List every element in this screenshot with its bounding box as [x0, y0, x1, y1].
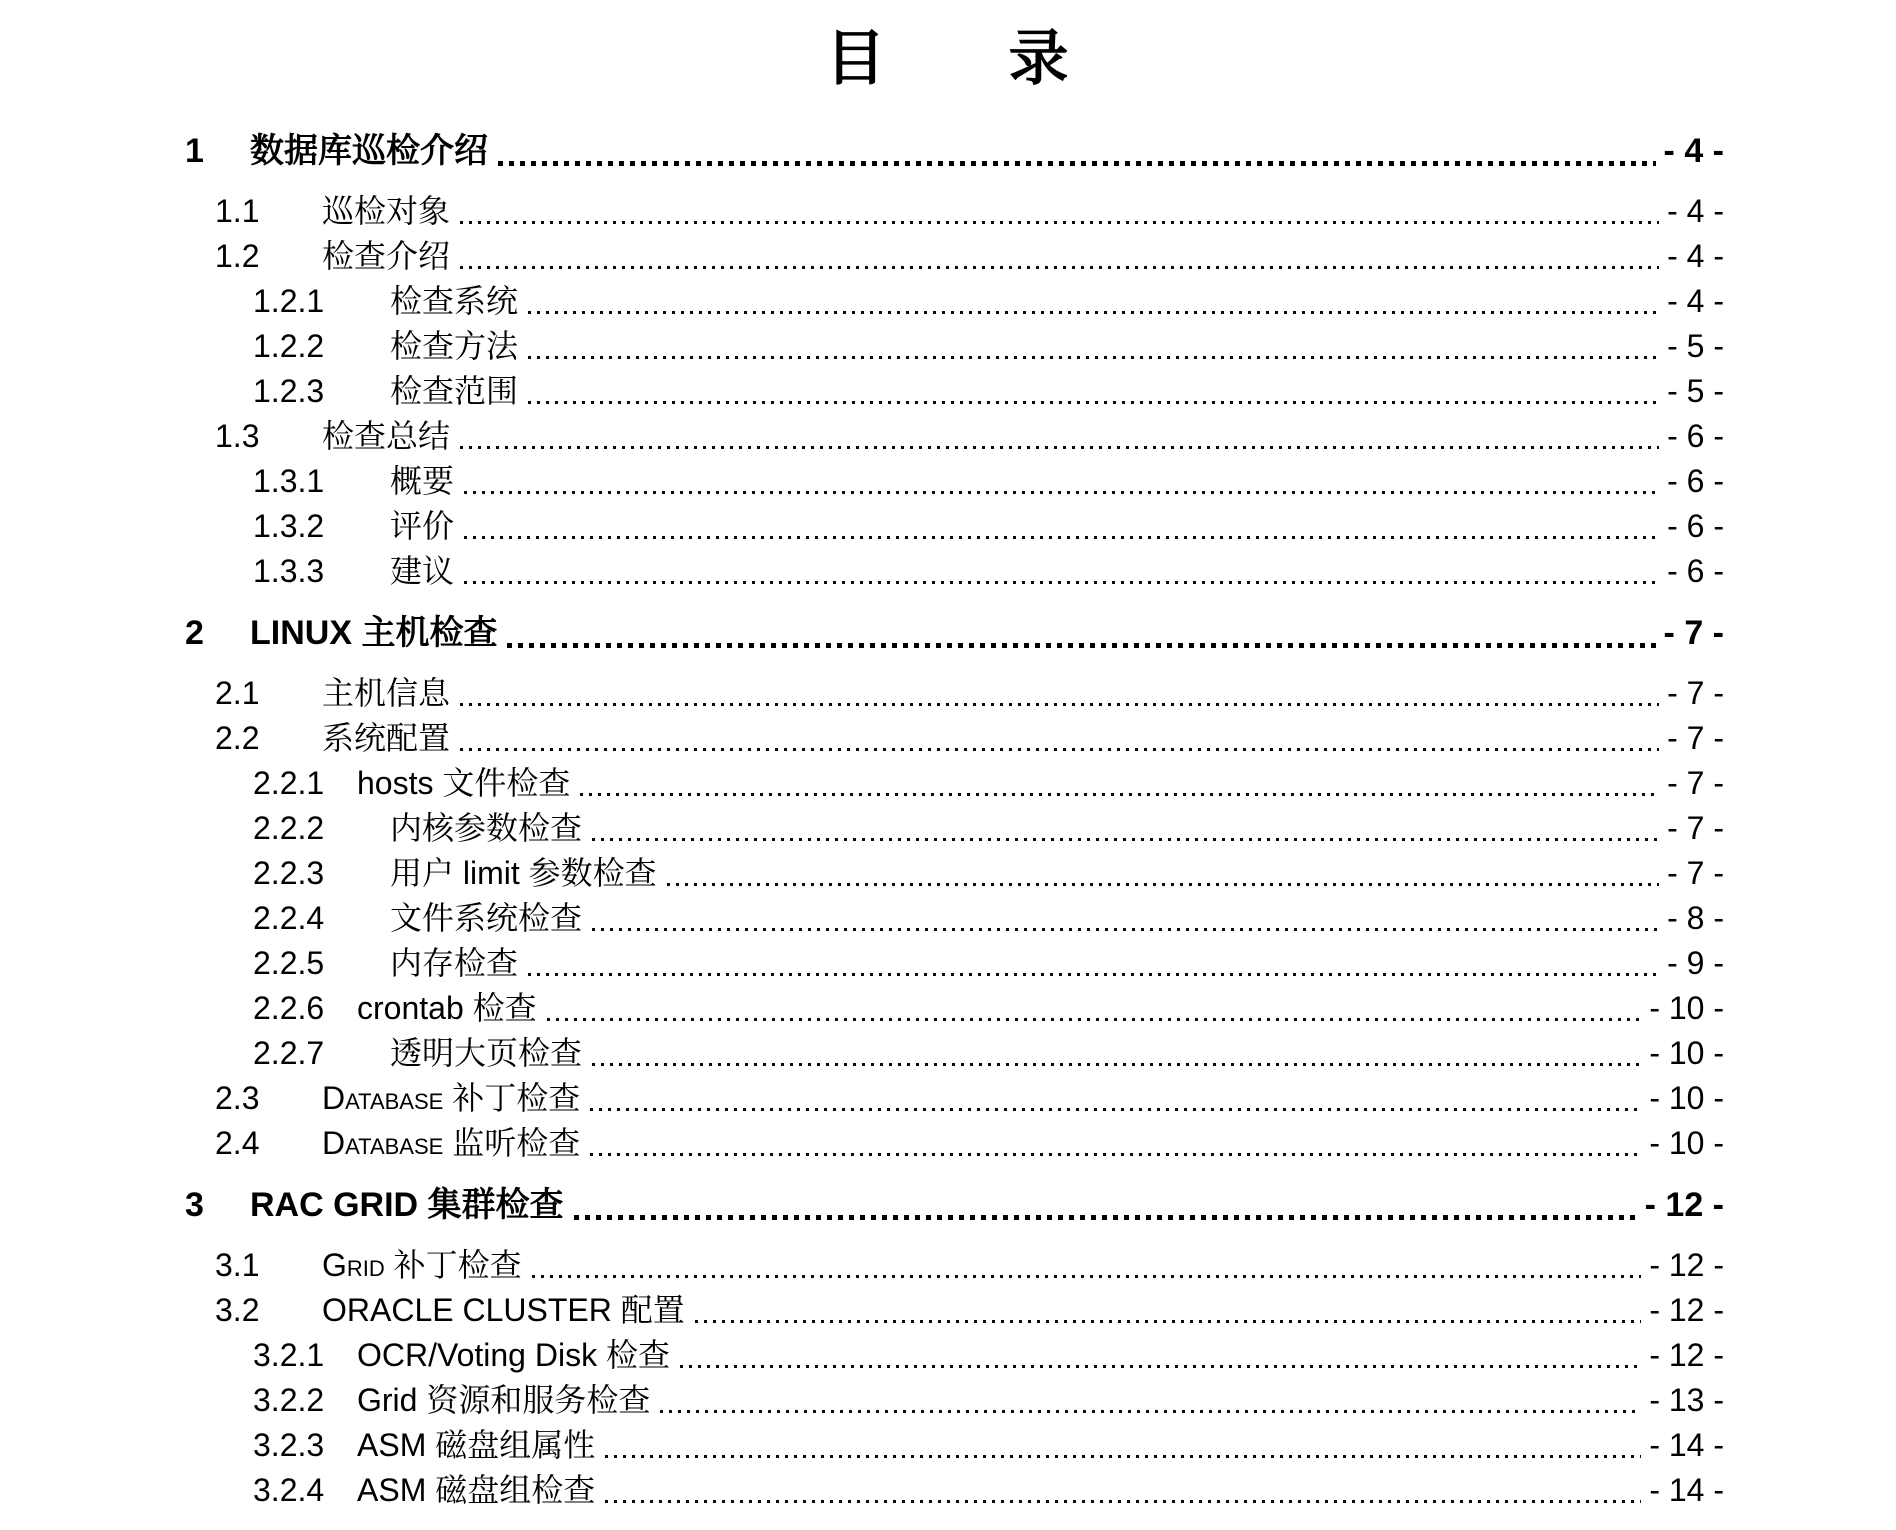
- toc-entry-page: - 14 -: [1649, 1472, 1724, 1508]
- toc-entry-page: - 4 -: [1667, 283, 1724, 319]
- toc-entry-number: 3: [185, 1186, 204, 1224]
- toc-entry-number: 2: [185, 614, 204, 652]
- toc-entry-number: 3.2.1: [253, 1337, 325, 1373]
- toc-dot-leader: [528, 356, 1659, 359]
- toc-entry-page: - 4 -: [1667, 193, 1724, 229]
- toc-entry[interactable]: [0, 459, 1896, 504]
- toc-dot-leader: [590, 1108, 1641, 1111]
- toc-dot-leader: [507, 643, 1655, 648]
- toc-entry[interactable]: [0, 324, 1896, 369]
- toc-entry-number: 3.2: [215, 1292, 260, 1328]
- toc-entry-page: - 7 -: [1667, 855, 1724, 891]
- toc-dot-leader: [528, 973, 1659, 976]
- toc-dot-leader: [547, 1018, 1642, 1021]
- toc-entry-page: - 10 -: [1649, 1035, 1724, 1071]
- toc-list: [0, 128, 1896, 1513]
- toc-entry-number: 2.3: [215, 1080, 260, 1116]
- toc-entry-title: 内存检查: [390, 945, 519, 981]
- toc-entry-number: 3.2.3: [253, 1427, 325, 1463]
- toc-dot-leader: [464, 581, 1659, 584]
- toc-entry-title: LINUX 主机检查: [250, 614, 498, 652]
- toc-entry-page: - 13 -: [1649, 1382, 1724, 1418]
- toc-entry-number: 1: [185, 132, 204, 170]
- toc-entry-number: 2.2.1: [253, 765, 325, 801]
- toc-entry[interactable]: [0, 234, 1896, 279]
- toc-dot-leader: [498, 161, 1656, 166]
- toc-entry[interactable]: [0, 504, 1896, 549]
- toc-entry-title: ASM 磁盘组检查: [357, 1472, 596, 1508]
- toc-entry[interactable]: [0, 414, 1896, 459]
- toc-dot-leader: [528, 311, 1659, 314]
- toc-entry-title: Database 补丁检查: [322, 1080, 581, 1116]
- toc-dot-leader: [464, 536, 1659, 539]
- toc-entry[interactable]: [0, 1378, 1896, 1423]
- toc-entry-number: 2.2: [215, 720, 260, 756]
- toc-entry[interactable]: [0, 941, 1896, 986]
- toc-entry[interactable]: [0, 761, 1896, 806]
- toc-entry-title: 概要: [390, 463, 455, 499]
- toc-dot-leader: [695, 1320, 1642, 1323]
- toc-entry[interactable]: [0, 1121, 1896, 1166]
- toc-entry[interactable]: [0, 986, 1896, 1031]
- toc-entry-page: - 7 -: [1667, 810, 1724, 846]
- toc-entry-title: Grid 补丁检查: [322, 1247, 522, 1283]
- toc-dot-leader: [532, 1275, 1642, 1278]
- toc-dot-leader: [592, 928, 1659, 931]
- toc-entry-title: 检查系统: [390, 283, 519, 319]
- toc-entry-page: - 7 -: [1667, 765, 1724, 801]
- toc-dot-leader: [605, 1455, 1641, 1458]
- toc-entry-page: - 7 -: [1667, 675, 1724, 711]
- toc-entry-title: 检查总结: [322, 418, 451, 454]
- toc-entry[interactable]: [0, 1423, 1896, 1468]
- toc-entry-title: 检查范围: [390, 373, 519, 409]
- toc-entry-page: - 12 -: [1649, 1292, 1724, 1328]
- toc-entry-number: 3.2.2: [253, 1382, 325, 1418]
- toc-entry-title: Grid 资源和服务检查: [357, 1382, 651, 1418]
- toc-entry-number: 1.2: [215, 238, 260, 274]
- toc-entry[interactable]: [0, 1243, 1896, 1288]
- toc-dot-leader: [605, 1500, 1641, 1503]
- toc-dot-leader: [590, 1153, 1641, 1156]
- toc-entry-number: 1.3.3: [253, 553, 325, 589]
- toc-entry-title: 文件系统检查: [390, 900, 583, 936]
- toc-entry-number: 3.1: [215, 1247, 260, 1283]
- toc-entry-page: - 6 -: [1667, 418, 1724, 454]
- toc-dot-leader: [464, 491, 1659, 494]
- toc-entry-title: 建议: [390, 553, 455, 589]
- toc-dot-leader: [680, 1365, 1641, 1368]
- toc-entry-title: 检查方法: [390, 328, 519, 364]
- toc-entry-title: 透明大页检查: [390, 1035, 583, 1071]
- toc-entry[interactable]: [0, 279, 1896, 324]
- toc-entry-number: 1.2.3: [253, 373, 325, 409]
- toc-entry-page: - 9 -: [1667, 945, 1724, 981]
- toc-entry-number: 1.3.2: [253, 508, 325, 544]
- toc-dot-leader: [592, 838, 1659, 841]
- toc-entry[interactable]: [0, 716, 1896, 761]
- toc-entry[interactable]: [0, 1076, 1896, 1121]
- toc-entry-page: - 6 -: [1667, 463, 1724, 499]
- toc-dot-leader: [667, 883, 1659, 886]
- toc-entry-number: 3.2.4: [253, 1472, 325, 1508]
- page-title: 目 录: [825, 26, 1071, 92]
- toc-entry[interactable]: [0, 610, 1896, 657]
- toc-dot-leader: [528, 401, 1659, 404]
- toc-entry-page: - 10 -: [1649, 1080, 1724, 1116]
- toc-entry-number: 1.2.1: [253, 283, 325, 319]
- toc-dot-leader: [460, 703, 1659, 706]
- toc-entry-number: 2.2.5: [253, 945, 325, 981]
- toc-entry-title: 评价: [390, 508, 455, 544]
- toc-entry[interactable]: [0, 671, 1896, 716]
- toc-entry-page: - 14 -: [1649, 1427, 1724, 1463]
- toc-entry-page: - 7 -: [1667, 720, 1724, 756]
- toc-entry-page: - 5 -: [1667, 373, 1724, 409]
- toc-entry-title: RAC GRID 集群检查: [250, 1186, 564, 1224]
- toc-entry-number: 2.2.4: [253, 900, 325, 936]
- toc-entry[interactable]: [0, 369, 1896, 414]
- toc-entry-page: - 12 -: [1649, 1247, 1724, 1283]
- toc-entry-title: hosts 文件检查: [357, 765, 571, 801]
- toc-entry-page: - 5 -: [1667, 328, 1724, 364]
- toc-entry[interactable]: [0, 1182, 1896, 1229]
- toc-entry[interactable]: [0, 1031, 1896, 1076]
- toc-dot-leader: [592, 1063, 1641, 1066]
- toc-entry-number: 1.2.2: [253, 328, 325, 364]
- toc-entry-number: 2.1: [215, 675, 260, 711]
- toc-entry-title: 主机信息: [322, 675, 451, 711]
- toc-entry-title: 用户 limit 参数检查: [390, 855, 657, 891]
- toc-entry-page: - 12 -: [1649, 1337, 1724, 1373]
- toc-dot-leader: [460, 748, 1659, 751]
- toc-dot-leader: [460, 266, 1659, 269]
- toc-dot-leader: [580, 793, 1659, 796]
- toc-entry-title: ASM 磁盘组属性: [357, 1427, 596, 1463]
- toc-entry[interactable]: [0, 1468, 1896, 1513]
- toc-entry-title: 检查介绍: [322, 238, 451, 274]
- toc-entry-page: - 12 -: [1644, 1186, 1724, 1224]
- toc-entry[interactable]: [0, 806, 1896, 851]
- toc-entry-page: - 7 -: [1663, 614, 1724, 652]
- toc-entry-page: - 4 -: [1663, 132, 1724, 170]
- toc-entry-title: Database 监听检查: [322, 1125, 581, 1161]
- toc-entry-title: OCR/Voting Disk 检查: [357, 1337, 670, 1373]
- toc-entry-page: - 10 -: [1649, 990, 1724, 1026]
- toc-entry-page: - 10 -: [1649, 1125, 1724, 1161]
- toc-entry-number: 1.1: [215, 193, 260, 229]
- toc-entry-title: 数据库巡检介绍: [250, 132, 488, 170]
- toc-entry-number: 1.3: [215, 418, 260, 454]
- toc-entry-number: 1.3.1: [253, 463, 325, 499]
- toc-entry-number: 2.2.6: [253, 990, 325, 1026]
- toc-entry-number: 2.2.7: [253, 1035, 325, 1071]
- toc-entry-page: - 4 -: [1667, 238, 1724, 274]
- toc-entry[interactable]: [0, 851, 1896, 896]
- toc-entry[interactable]: [0, 128, 1896, 175]
- toc-entry-title: 系统配置: [322, 720, 451, 756]
- toc-entry-page: - 6 -: [1667, 508, 1724, 544]
- toc-entry-number: 2.2.3: [253, 855, 325, 891]
- toc-entry-title: crontab 检查: [357, 990, 537, 1026]
- toc-entry-title: ORACLE CLUSTER 配置: [322, 1292, 685, 1328]
- toc-entry[interactable]: [0, 1333, 1896, 1378]
- toc-entry-number: 2.2.2: [253, 810, 325, 846]
- toc-entry[interactable]: [0, 549, 1896, 594]
- toc-entry[interactable]: [0, 1288, 1896, 1333]
- toc-entry[interactable]: [0, 189, 1896, 234]
- toc-entry-page: - 6 -: [1667, 553, 1724, 589]
- toc-dot-leader: [660, 1410, 1641, 1413]
- toc-entry[interactable]: [0, 896, 1896, 941]
- toc-entry-number: 2.4: [215, 1125, 260, 1161]
- toc-dot-leader: [460, 221, 1659, 224]
- toc-dot-leader: [574, 1215, 1637, 1220]
- toc-dot-leader: [460, 446, 1659, 449]
- toc-entry-title: 内核参数检查: [390, 810, 583, 846]
- toc-entry-title: 巡检对象: [322, 193, 451, 229]
- toc-entry-page: - 8 -: [1667, 900, 1724, 936]
